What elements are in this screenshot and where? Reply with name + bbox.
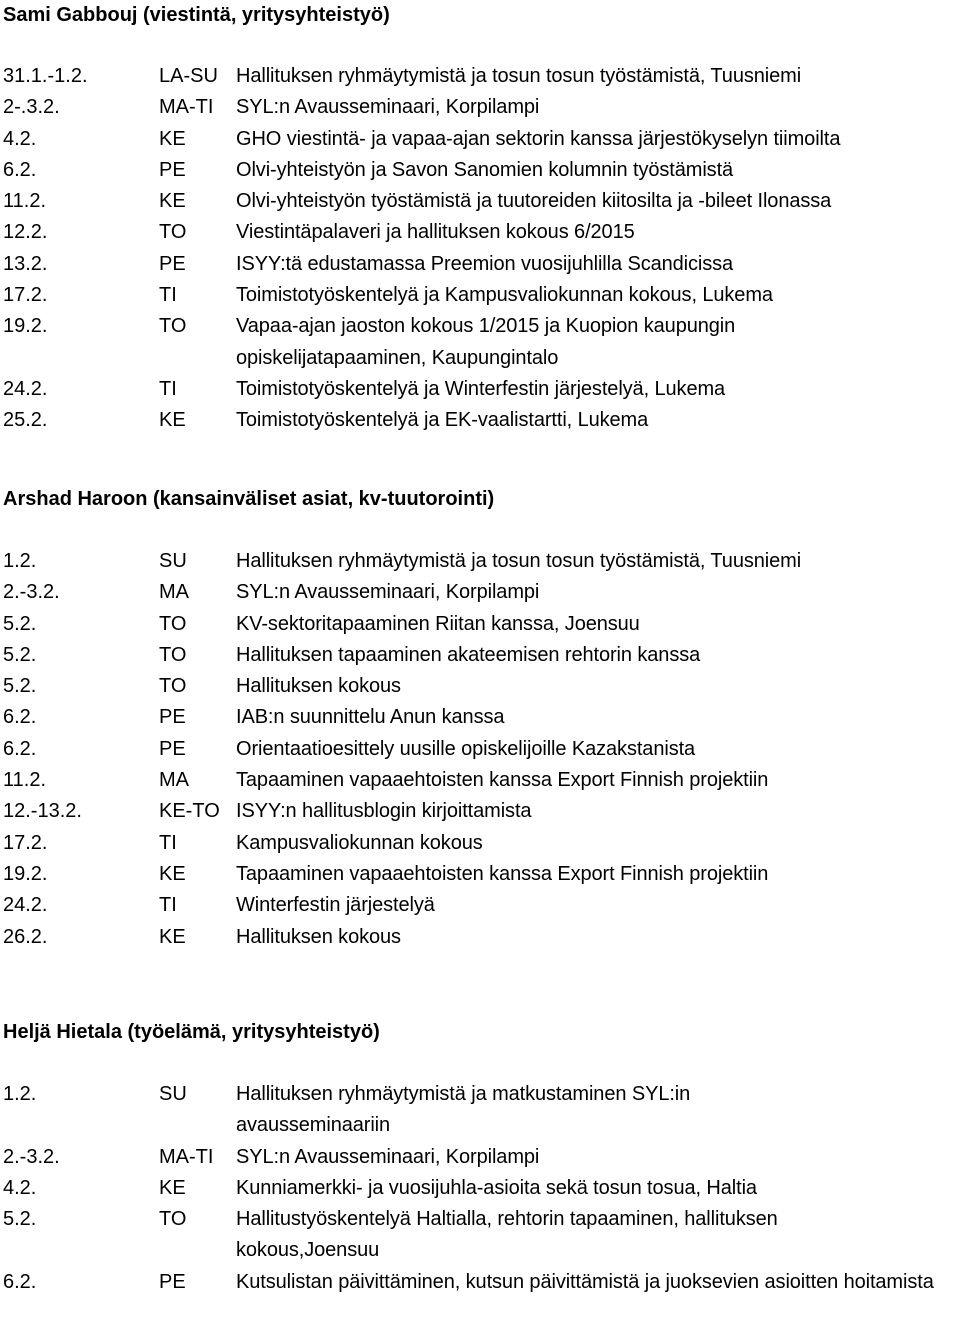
entry-description: Hallituksen kokous [236,925,401,948]
entry-date: 17.2. [3,284,48,307]
entry-day: SU [159,1083,187,1105]
entry-date: 2.-3.2. [3,581,60,604]
entry-date: 19.2. [3,862,48,885]
list-item [0,1267,960,1298]
entry-date: 17.2. [3,831,48,854]
entry-date: 24.2. [3,894,48,917]
entry-date: 12.2. [3,221,48,244]
entry-description: SYL:n Avausseminaari, Korpilampi [236,1145,540,1168]
entry-description: ISYY:tä edustamassa Preemion vuosijuhlilla Scandicissa [236,252,734,275]
list-item [0,155,960,186]
entry-day: KE [159,862,186,885]
list-item [0,249,960,280]
entry-date: 26.2. [3,925,48,948]
entry-description: Hallituksen ryhmäytymistä ja tosun tosun työstämistä, Tuusniemi [236,65,802,87]
entry-date: 2.-3.2. [3,1145,60,1168]
entry-description: Tapaaminen vapaaehtoisten kanssa Export Finnish projektiin [236,769,769,792]
entry-day: MA [159,769,189,792]
list-item [0,280,960,311]
entry-day: TI [159,377,177,400]
entry-description: Hallituksen kokous [236,675,401,698]
entry-day: MA-TI [159,96,214,119]
entry-day: TI [159,894,177,917]
entry-description: Olvi-yhteistyön työstämistä ja tuutoreiden kiitosilta ja -bileet Ilonassa [236,190,832,213]
entry-date: 1.2. [3,1083,37,1105]
entry-description: GHO viestintä- ja vapaa-ajan sektorin kanssa järjestökyselyn tiimoilta [236,127,841,150]
entry-description: Tapaaminen vapaaehtoisten kanssa Export Finnish projektiin [236,862,769,885]
entry-list [0,61,960,437]
list-item [0,796,960,827]
entry-description: Kunniamerkki- ja vuosijuhla-asioita sekä tosun tosua, Haltia [236,1176,757,1199]
entry-date: 13.2. [3,252,48,275]
entry-date: 11.2. [3,190,46,213]
list-item [0,124,960,155]
list-item [0,61,960,92]
entry-description: Hallituksen ryhmäytymistä ja matkustaminen SYL:in avausseminaariin [236,1083,691,1137]
list-item [0,828,960,859]
section-heading: Sami Gabbouj (viestintä, yritysyhteistyö) [3,4,390,26]
entry-day: KE [159,409,186,432]
entry-day: TI [159,831,177,854]
list-item [0,640,960,671]
entry-day: KE [159,925,186,948]
list-item [0,1079,960,1142]
entry-day: KE [159,127,186,150]
entry-description: SYL:n Avausseminaari, Korpilampi [236,581,540,604]
entry-day: SU [159,550,187,572]
entry-date: 6.2. [3,737,37,760]
entry-day: PE [159,737,186,760]
entry-date: 12.-13.2. [3,800,82,823]
entry-date: 4.2. [3,127,37,150]
entry-description: Kampusvaliokunnan kokous [236,831,483,854]
entry-date: 6.2. [3,158,37,181]
entry-day: MA [159,581,189,604]
list-item [0,577,960,608]
entry-list [0,1079,960,1298]
list-item [0,734,960,765]
entry-date: 1.2. [3,550,37,572]
list-item [0,890,960,921]
entry-day: PE [159,1270,186,1293]
entry-description: Toimistotyöskentelyä ja Kampusvaliokunnan kokous, Lukema [236,284,773,307]
entry-description: KV-sektoritapaaminen Riitan kanssa, Joensuu [236,612,640,635]
entry-date: 25.2. [3,409,48,432]
entry-date: 19.2. [3,315,48,338]
entry-day: TO [159,675,187,698]
entry-description: Olvi-yhteistyön ja Savon Sanomien kolumnin työstämistä [236,158,734,181]
list-item [0,546,960,577]
entry-description: Kutsulistan päivittäminen, kutsun päivittämistä ja juoksevien asioitten hoitamista [236,1270,934,1293]
entry-date: 5.2. [3,675,37,698]
entry-day: KE [159,190,186,213]
entry-date: 5.2. [3,612,37,635]
entry-day: TI [159,284,177,307]
entry-description: Hallitustyöskentelyä Haltialla, rehtorin tapaaminen, hallituksen kokous,Joensuu [236,1208,778,1262]
list-item [0,1173,960,1204]
entry-description: Hallituksen ryhmäytymistä ja tosun tosun työstämistä, Tuusniemi [236,550,802,572]
entry-description: ISYY:n hallitusblogin kirjoittamista [236,800,532,823]
entry-day: KE [159,1176,186,1199]
list-item [0,609,960,640]
entry-description: IAB:n suunnittelu Anun kanssa [236,706,505,729]
list-item [0,922,960,953]
list-item [0,374,960,405]
section-heading: Heljä Hietala (työelämä, yritysyhteistyö) [3,1021,380,1043]
list-item [0,311,960,374]
list-item [0,1204,960,1267]
entry-list [0,546,960,953]
list-item [0,671,960,702]
entry-date: 11.2. [3,769,46,792]
entry-day: TO [159,1208,187,1231]
entry-date: 5.2. [3,1208,37,1231]
entry-date: 2-.3.2. [3,96,60,119]
entry-date: 31.1.-1.2. [3,65,88,87]
entry-description: Toimistotyöskentelyä ja Winterfestin järjestelyä, Lukema [236,377,726,400]
list-item [0,765,960,796]
entry-date: 5.2. [3,643,37,666]
entry-date: 6.2. [3,1270,37,1293]
entry-description: Winterfestin järjestelyä [236,894,435,917]
entry-day: TO [159,315,187,338]
list-item [0,405,960,436]
section-heading: Arshad Haroon (kansainväliset asiat, kv-tuutorointi) [3,488,495,510]
entry-date: 6.2. [3,706,37,729]
list-item [0,1142,960,1173]
entry-day: PE [159,252,186,275]
entry-description: Vapaa-ajan jaoston kokous 1/2015 ja Kuopion kaupungin opiskelijatapaaminen, Kaupungintalo [236,315,736,369]
entry-day: TO [159,612,187,635]
entry-description: Toimistotyöskentelyä ja EK-vaalistartti, Lukema [236,409,649,432]
entry-day: LA-SU [159,65,218,87]
entry-day: PE [159,706,186,729]
entry-description: SYL:n Avausseminaari, Korpilampi [236,96,540,119]
entry-description: Orientaatioesittely uusille opiskelijoille Kazakstanista [236,737,696,760]
list-item [0,859,960,890]
entry-day: TO [159,221,187,244]
entry-day: PE [159,158,186,181]
list-item [0,186,960,217]
list-item [0,92,960,123]
entry-description: Viestintäpalaveri ja hallituksen kokous 6/2015 [236,221,635,244]
entry-day: KE-TO [159,800,220,823]
list-item [0,217,960,248]
entry-date: 24.2. [3,377,48,400]
entry-day: MA-TI [159,1145,214,1168]
list-item [0,702,960,733]
entry-description: Hallituksen tapaaminen akateemisen rehtorin kanssa [236,643,701,666]
entry-date: 4.2. [3,1176,37,1199]
entry-day: TO [159,643,187,666]
